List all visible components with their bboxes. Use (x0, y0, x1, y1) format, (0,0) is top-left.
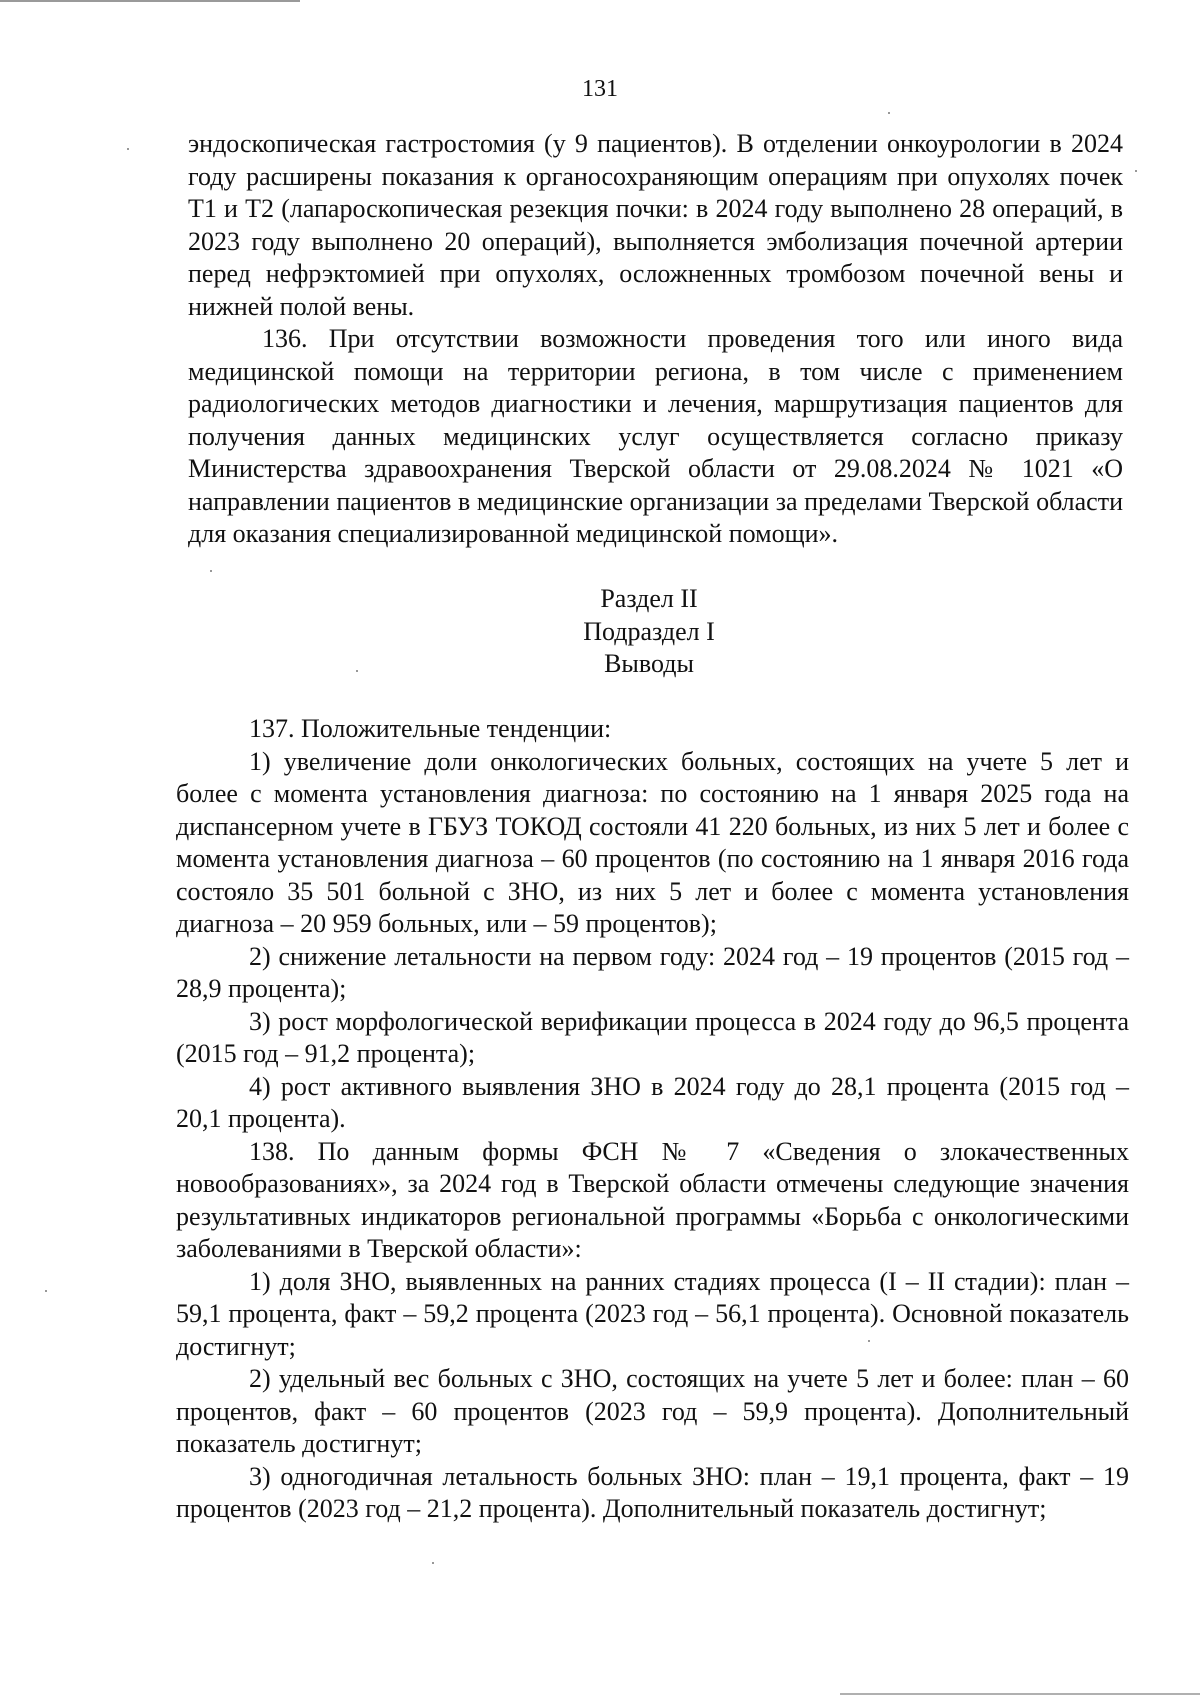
text-block-bottom (176, 713, 1129, 1526)
scan-speck (356, 670, 358, 672)
list-item: 2) удельный вес больных с ЗНО, состоящих на учете 5 лет и более: план – 60 процентов, факт – 60 процентов (2023 год – 59,9 процента). Дополнительный показатель достигнут; (176, 1364, 1129, 1458)
text-block-top (188, 128, 1123, 551)
page-number: 131 (582, 76, 618, 102)
paragraph-136: 136. При отсутствии возможности проведения того или иного вида медицинской помощи на территории региона, в том числе с применением радиологических методов диагностики и лечения, маршрутизация пациентов для получения данных медицинских услуг осуществляется согласно приказу Министерства здравоохранения Тверской области от 29.08.2024 № 1021 «О направлении пациентов в медицинские организации за пределами Тверской области для оказания специализированной медицинской помощи». (188, 324, 1123, 548)
scan-speck (127, 148, 129, 150)
list-item: 2) снижение летальности на первом году: 2024 год – 19 процентов (2015 год – 28,9 процента); (176, 941, 1129, 1003)
scan-speck (868, 1340, 870, 1342)
scan-speck (432, 1562, 434, 1564)
list-item: 3) одногодичная летальность больных ЗНО: план – 19,1 процента, факт – 19 процентов (2023 год – 21,2 процента). Дополнительный показатель достигнут; (176, 1461, 1129, 1523)
paragraph-138: 138. По данным формы ФСН № 7 «Сведения о злокачественных новообразованиях», за 2024 год в Тверской области отмечены следующие значения результативных индикаторов региональной программы «Борьба с онкологическими заболеваниями в Тверской области»: (176, 1136, 1129, 1263)
scan-speck (210, 570, 212, 572)
scan-edge-line (0, 0, 300, 2)
scan-speck (45, 1290, 47, 1292)
list-item: 1) увеличение доли онкологических больных, состоящих на учете 5 лет и более с момента установления диагноза: по состоянию на 1 января 2025 года на диспансерном учете в ГБУЗ ТОКОД состояли 41 220 больных, из них 5 лет и более с момента установления диагноза – 60 процентов (по состоянию на 1 января 2016 года состояло 35 501 больной с ЗНО, из них 5 лет и более с момента установления диагноза – 20 959 больных, или – 59 процентов); (176, 746, 1129, 938)
list-item: 4) рост активного выявления ЗНО в 2024 году до 28,1 процента (2015 год – 20,1 процента). (176, 1071, 1129, 1133)
list-item: 1) доля ЗНО, выявленных на ранних стадиях процесса (I – II стадии): план – 59,1 процента, факт – 59,2 процента (2023 год – 56,1 процента). Основной показатель достигнут; (176, 1266, 1129, 1361)
scan-speck (1135, 170, 1137, 172)
scan-edge-line-bottom (840, 1693, 1200, 1695)
section-heading: Раздел II (600, 584, 698, 613)
section-headings (0, 583, 1200, 681)
list-item: 3) рост морфологической верификации процесса в 2024 году до 96,5 процента (2015 год – 91,2 процента); (176, 1006, 1129, 1068)
paragraph-137: 137. Положительные тенденции: (249, 714, 612, 743)
paragraph-continuation: эндоскопическая гастростомия (у 9 пациентов). В отделении онкоурологии в 2024 году расширены показания к органосохраняющим операциям при опухолях почек Т1 и Т2 (лапароскопическая резекция почки: в 2024 году выполнено 28 операций, в 2023 году выполнено 20 операций), выполняется эмболизация почечной артерии перед нефрэктомией при опухолях, осложненных тромбозом почечной вены и нижней полой вены. (188, 129, 1123, 321)
conclusions-heading: Выводы (604, 649, 694, 678)
subsection-heading: Подраздел I (583, 616, 715, 646)
scan-speck (888, 112, 890, 114)
